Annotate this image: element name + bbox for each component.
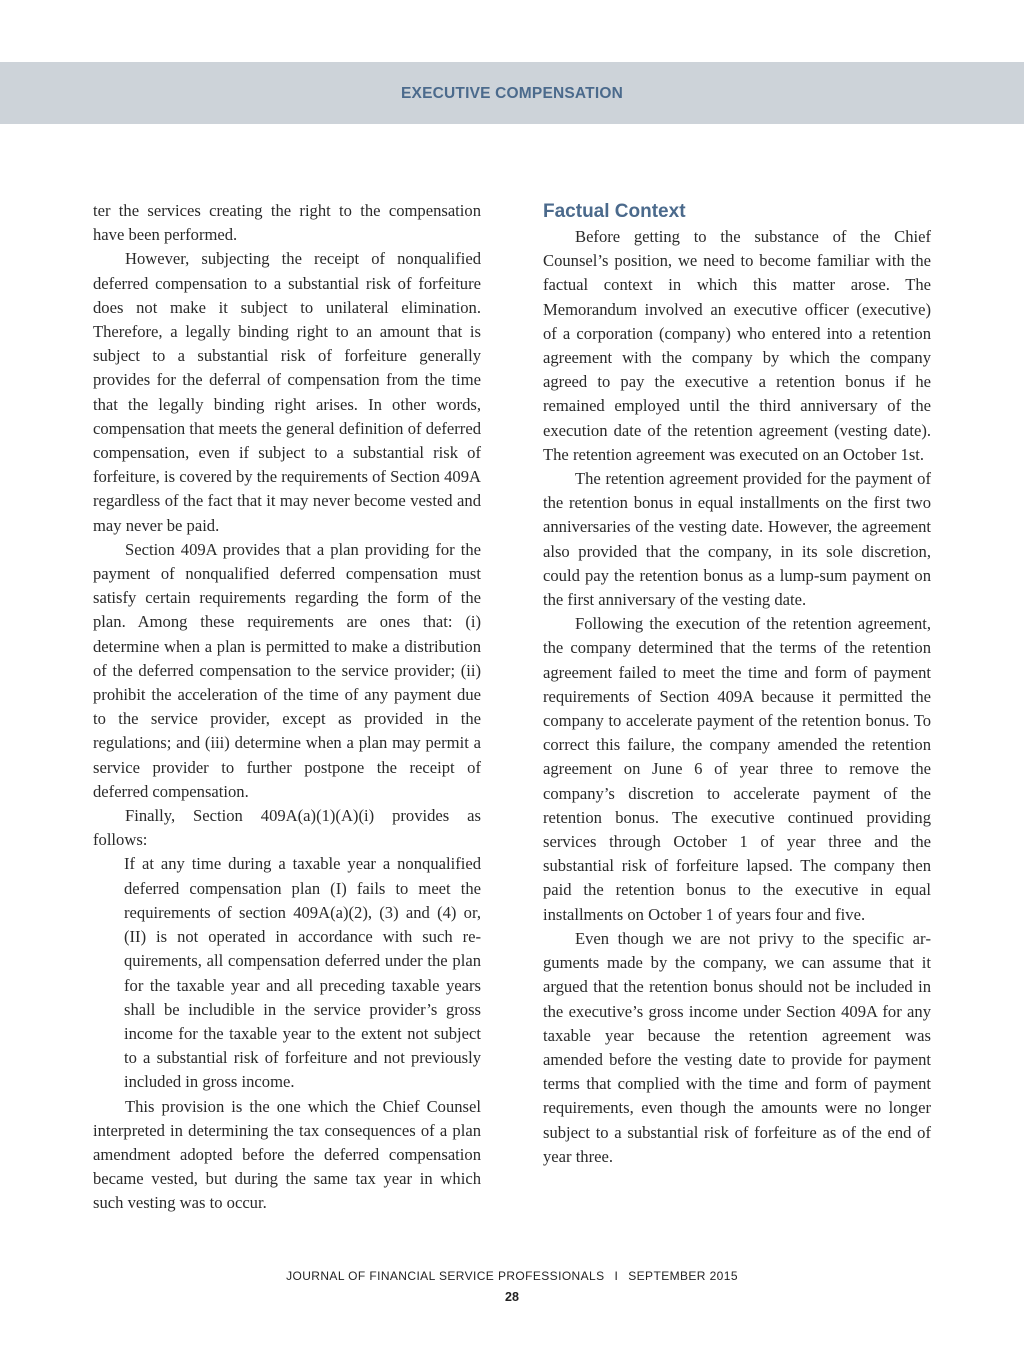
paragraph: Following the execution of the retention agreement, the company determined that the terms of the retention agreement failed to meet the time and form of payment requirements of Section 409A because it permitted the company to accelerate payment of the retention bonus. To correct this failure, the company amended the retention agreement on June 6 of year three to remove the company’s discretion to accelerate payment of the retention bonus. The executive continued providing services through October 1 of year three and the substantial risk of forfeiture lapsed. The company then paid the retention bonus to the executive in equal installments on October 1 of years four and five. (543, 614, 931, 924)
paragraph: Before getting to the substance of the Chief Counsel’s position, we need to become familiar with the factual context in which this matter arose. The Memorandum involved an executive officer (executive) of a corporation (company) who entered into a retention agreement with the company by which the company agreed to pay the executive a retention bonus if he remained employed until the third anniversary of the execution date of the retention agreement (vesting date). The retention agreement was executed on an October 1st. (543, 227, 931, 464)
page-number: 28 (505, 1290, 519, 1304)
right-column (543, 199, 931, 1169)
block-quote: If at any time during a taxable year a nonqualified deferred compensation plan (I) fails to meet the requirements of section 409A(a)(2), (3) and (4) or, (II) is not operated in accordance with such requirements, all compensation deferred under the plan for the taxable year and all preceding taxable years shall be includible in the service provider’s gross income for the taxable year to the extent not subject to a substantial risk of forfeiture and not previously included in gross income. (124, 854, 481, 1092)
section-title: EXECUTIVE COMPENSATION (401, 85, 623, 102)
section-header-band (0, 62, 1024, 124)
paragraph: This provision is the one which the Chief Counsel interpreted in determining the tax consequences of a plan amendment adopted before the deferred compensation became vested, but during the same tax year in which such vesting was to occur. (93, 1096, 481, 1213)
footer-separator: I (614, 1269, 619, 1283)
journal-name: JOURNAL OF FINANCIAL SERVICE PROFESSIONALS (286, 1269, 605, 1283)
paragraph: Even though we are not privy to the specific arguments made by the company, we can assume that it argued that the retention bonus should not be included in the executive’s gross income under Section 409A for any taxable year because the retention agreement was amended before the vesting date to provide for payment terms that complied with the time and form of payment requirements, even though the amounts were no longer subject to a substantial risk of forfeiture as of the end of year three. (543, 928, 931, 1166)
left-column (93, 199, 481, 1216)
paragraph: Section 409A provides that a plan providing for the payment of nonqualified deferred compensation must satisfy certain requirements regarding the form of the plan. Among these requirements are ones that: (i) determine when a plan is permitted to make a distribution of the deferred compensation to the service provider; (ii) prohibit the acceleration of the time of any payment due to the service provider, except as provided in the regulations; and (iii) determine when a plan may permit a service provider to further postpone the receipt of deferred compensation. (93, 539, 481, 801)
paragraph: ter the services creating the right to the compensation have been performed. (93, 201, 481, 245)
section-heading: Factual Context (543, 201, 686, 222)
paragraph: Finally, Section 409A(a)(1)(A)(i) provides as follows: (93, 806, 481, 850)
footer-journal-line (0, 1269, 1024, 1283)
paragraph: The retention agreement provided for the payment of the retention bonus in equal installments on the first two anniversaries of the vesting date. However, the agreement also provided that the company, in its sole discretion, could pay the retention bonus as a lump-sum payment on the first anniversary of the vesting date. (543, 469, 931, 610)
issue-date: SEPTEMBER 2015 (628, 1269, 738, 1283)
paragraph: However, subjecting the receipt of nonqualified deferred compensation to a substantial risk of forfeiture does not make it subject to unilateral elimination. Therefore, a legally binding right to an amount that is subject to a substantial risk of forfeiture generally provides for the deferral of compensation from the time that the legally binding right arises. In other words, compensation that meets the general definition of deferred compensation, even if subject to a substantial risk of forfeiture, is covered by the requirements of Section 409A regardless of the fact that it may never become vested and may never be paid. (93, 249, 481, 535)
